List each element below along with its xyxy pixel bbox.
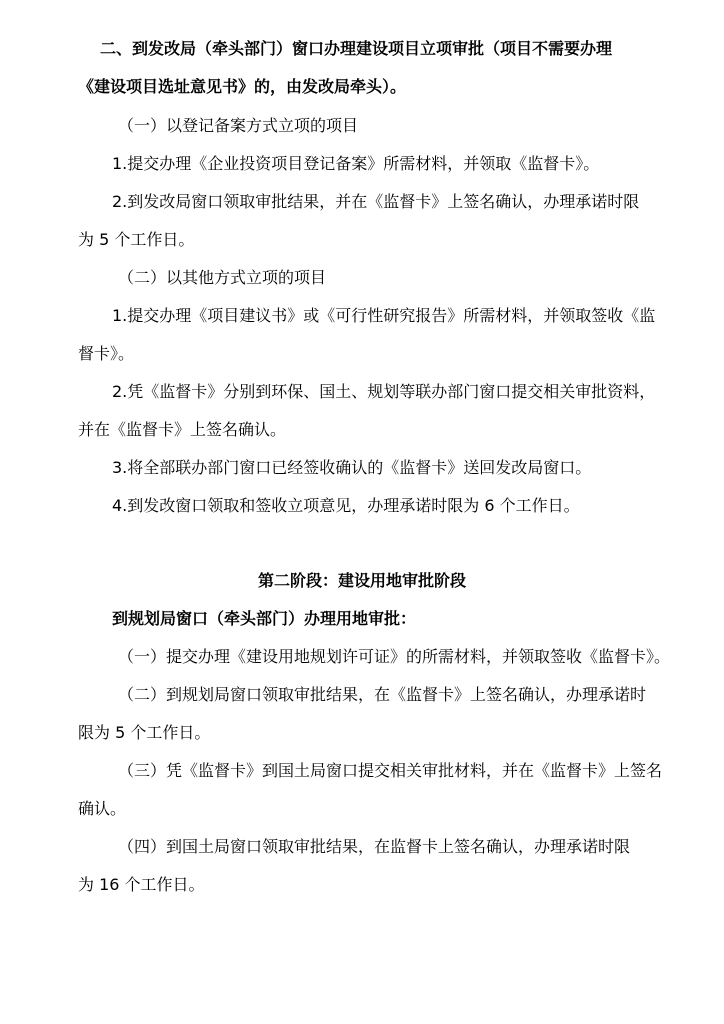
stage-2-step-2-line-2: 限为 5 个工作日。 [78,723,211,742]
registration-item-2-line-1: 2.到发改局窗口领取审批结果，并在《监督卡》上签名确认，办理承诺时限 [112,192,640,211]
other-item-2-line-1: 2.凭《监督卡》分别到环保、国土、规划等联办部门窗口提交相关审批资料， [112,382,656,401]
stage-2-step-4-line-1: （四）到国土局窗口领取审批结果，在监督卡上签名确认，办理承诺时限 [118,837,631,856]
stage-2-step-4-line-2: 为 16 个工作日。 [78,875,205,894]
subsection-title-registration: （一）以登记备案方式立项的项目 [118,116,359,135]
stage-2-step-2-line-1: （二）到规划局窗口领取审批结果，在《监督卡》上签名确认，办理承诺时 [118,685,647,704]
stage-2-title: 第二阶段：建设用地审批阶段 [257,571,466,590]
registration-item-1: 1.提交办理《企业投资项目登记备案》所需材料，并领取《监督卡》。 [112,154,600,173]
other-item-3: 3.将全部联办部门窗口已经签收确认的《监督卡》送回发改局窗口。 [112,458,592,477]
other-item-1-line-1: 1.提交办理《项目建议书》或《可行性研究报告》所需材料，并领取签收《监 [112,306,656,325]
registration-item-2-line-2: 为 5 个工作日。 [78,230,195,249]
section-heading-line-2: 《建设项目选址意见书》的，由发改局牵头）。 [78,77,407,96]
other-item-2-line-2: 并在《监督卡》上签名确认。 [78,420,287,439]
stage-2-subtitle: 到规划局窗口（牵头部门）办理用地审批： [112,609,417,628]
stage-2-step-3-line-2: 确认。 [78,799,127,818]
stage-2-step-3-line-1: （三）凭《监督卡》到国土局窗口提交相关审批材料，并在《监督卡》上签名 [118,761,663,780]
other-item-1-line-2: 督卡》。 [78,344,135,363]
section-heading-line-1: 二、到发改局（牵头部门）窗口办理建设项目立项审批（项目不需要办理 [100,39,613,58]
other-item-4: 4.到发改窗口领取和签收立项意见，办理承诺时限为 6 个工作日。 [112,496,580,515]
subsection-title-other: （二）以其他方式立项的项目 [118,268,327,287]
stage-2-step-1: （一）提交办理《建设用地规划许可证》的所需材料，并领取签收《监督卡》。 [118,647,671,666]
